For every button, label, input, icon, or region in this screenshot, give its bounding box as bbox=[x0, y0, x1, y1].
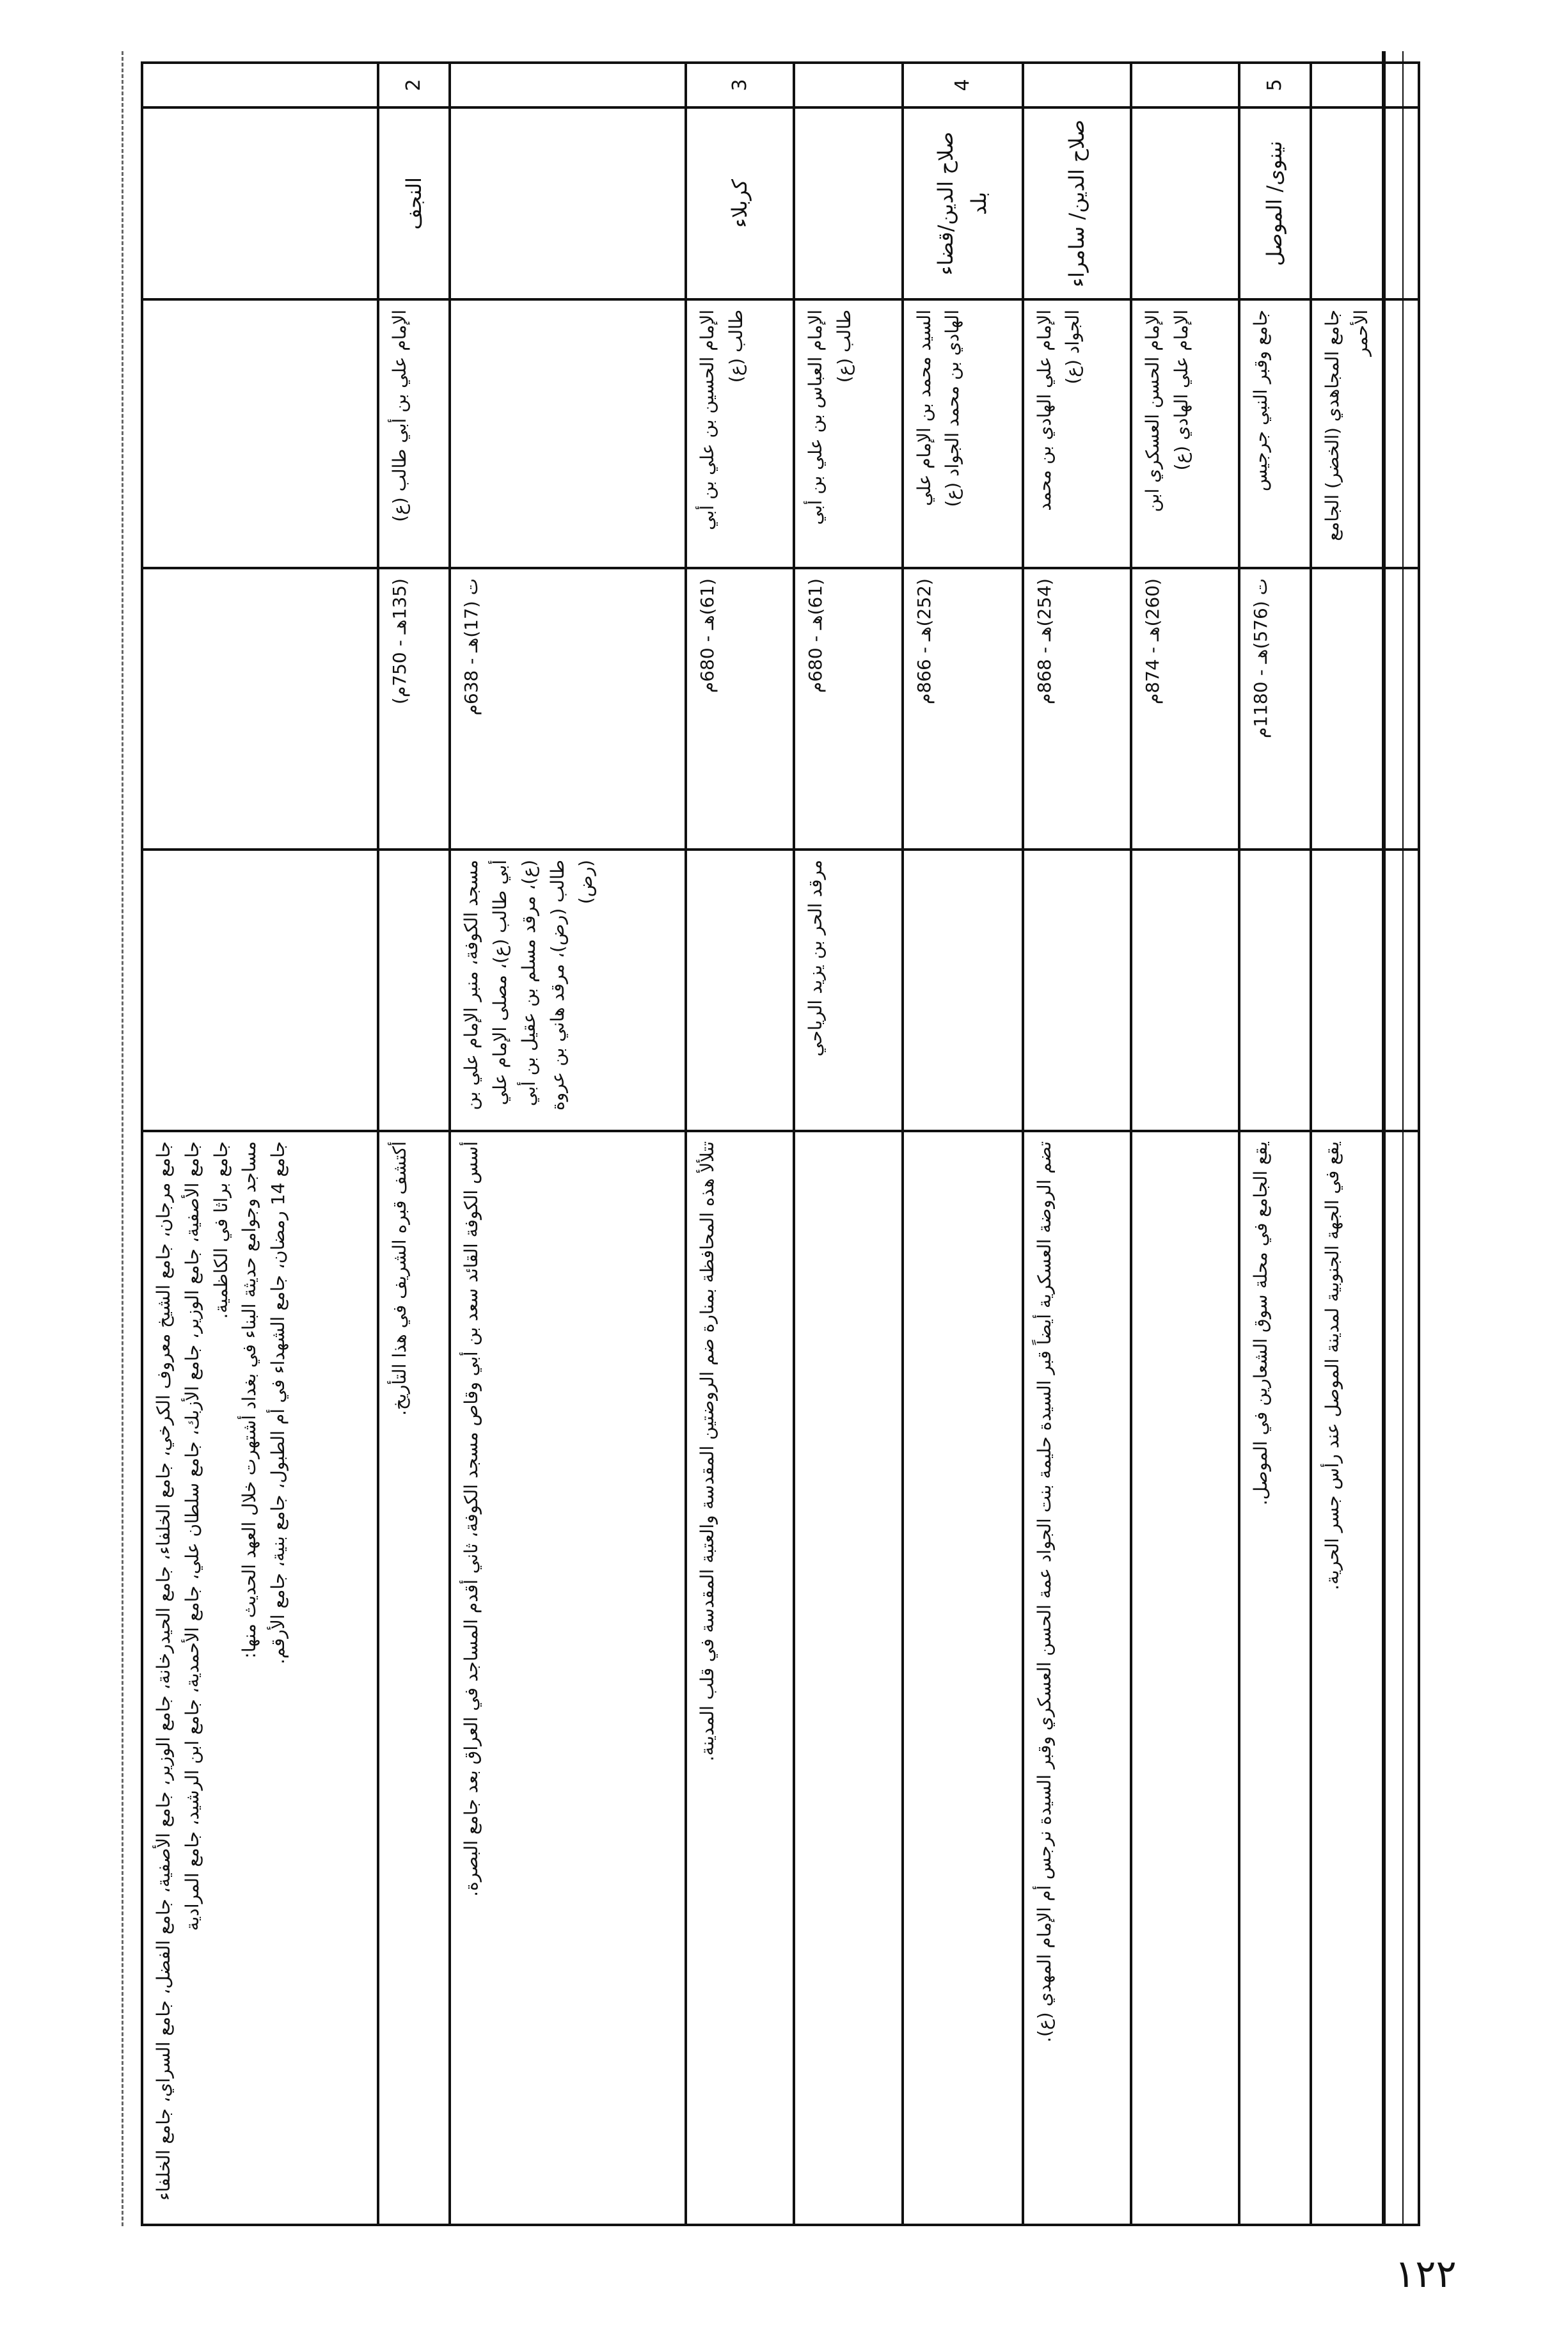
city-cell: كربلاء bbox=[686, 107, 794, 299]
date-cell: (61)هـ - 680م bbox=[686, 568, 794, 850]
other-shrines-cell bbox=[1131, 850, 1239, 1131]
notes-cell bbox=[794, 1131, 902, 2225]
table-row bbox=[1023, 63, 1131, 2225]
date-cell: ت (576)هـ - 1180م bbox=[1239, 568, 1311, 850]
table-row bbox=[1131, 63, 1239, 2225]
city-cell bbox=[1311, 107, 1419, 299]
rotated-table-wrapper bbox=[141, 64, 1420, 2226]
date-cell: (135هـ - 750م) bbox=[378, 568, 450, 850]
note-line: أكتشف قبره الشريف في هذا التأريخ. bbox=[389, 1141, 411, 1416]
city-cell bbox=[142, 107, 378, 299]
shrine-cell: الإمام الحسين بن علي بن أبي طالب (ع) bbox=[686, 299, 794, 568]
row-number-cell bbox=[1131, 63, 1239, 107]
table-row bbox=[686, 63, 794, 2225]
row-number-cell bbox=[794, 63, 902, 107]
notes-cell bbox=[1311, 1131, 1419, 2225]
date-cell: (260)هـ - 874م bbox=[1131, 568, 1239, 850]
note-line: يقع الجامع في محلة سوق الشعارين في الموصل. bbox=[1249, 1141, 1271, 1506]
shrine-cell bbox=[450, 299, 686, 568]
notes-cell bbox=[378, 1131, 450, 2225]
date-cell: ت (17)هـ - 638م bbox=[450, 568, 686, 850]
notes-cell bbox=[142, 1131, 378, 2225]
shrine-cell bbox=[142, 299, 378, 568]
city-cell: صلاح الدين/ سامراء bbox=[1023, 107, 1131, 299]
row-number-cell bbox=[142, 63, 378, 107]
shrine-cell: الإمام الحسن العسكري ابن الإمام علي الهادي (ع) bbox=[1131, 299, 1239, 568]
note-line: تضم الروضة العسكرية أيضاً قبر السيدة حليمة بنت الجواد عمة الحسن العسكري وقبر السيدة نرجس أم الإمام المهدي (ع). bbox=[1033, 1141, 1055, 2043]
date-cell: (252)هـ - 866م bbox=[903, 568, 1023, 850]
table-row bbox=[1311, 63, 1419, 2225]
row-number-cell bbox=[1023, 63, 1131, 107]
other-shrines-cell bbox=[686, 850, 794, 1131]
notes-cell bbox=[450, 1131, 686, 2225]
city-cell: صلاح الدين/قضاء بلد bbox=[903, 107, 1023, 299]
other-shrines-cell bbox=[142, 850, 378, 1131]
shrine-cell: جامع وقبر النبي جرجيس bbox=[1239, 299, 1311, 568]
city-cell bbox=[450, 107, 686, 299]
note-line: جامع مرجان، جامع الشيخ معروف الكرخي، جامع الخلفاء، جامع الحيدرخانة، جامع الوزير، جامع الأصفية، جامع الفضل، جامع السراي، جامع الخلفاء bbox=[153, 1141, 174, 2201]
table-row bbox=[794, 63, 902, 2225]
page-number: ١٢٢ bbox=[1395, 2252, 1457, 2297]
shrine-cell: الإمام علي بن أبي طالب (ع) bbox=[378, 299, 450, 568]
note-line: مساجد وجوامع حديثة البناء في بغداد أشتهرت خلال العهد الحديث منها: bbox=[239, 1141, 260, 1659]
other-shrines-cell bbox=[1311, 850, 1419, 1131]
row-number-cell: 2 bbox=[378, 63, 450, 107]
shrines-table bbox=[141, 61, 1420, 2226]
other-shrines-cell: مرقد الحر بن يزيد الرياحي bbox=[794, 850, 902, 1131]
city-cell: النجف bbox=[378, 107, 450, 299]
table-row bbox=[1239, 63, 1311, 2225]
date-cell: (254)هـ - 868م bbox=[1023, 568, 1131, 850]
table-row bbox=[142, 63, 378, 2225]
city-cell: نينوى/ الموصل bbox=[1239, 107, 1311, 299]
row-number-cell bbox=[450, 63, 686, 107]
table-row bbox=[450, 63, 686, 2225]
other-shrines-cell bbox=[1239, 850, 1311, 1131]
table-row bbox=[903, 63, 1023, 2225]
shrine-cell: جامع المجاهدي (الخضر) الجامع الأحمر bbox=[1311, 299, 1419, 568]
shrine-cell: الإمام علي الهادي بن محمد الجواد (ع) bbox=[1023, 299, 1131, 568]
notes-cell bbox=[1239, 1131, 1311, 2225]
row-number-cell: 3 bbox=[686, 63, 794, 107]
note-line: يقع في الجهة الجنوبية لمدينة الموصل عند رأس جسر الحرية. bbox=[1321, 1141, 1343, 1590]
notes-cell bbox=[903, 1131, 1023, 2225]
note-line: أسس الكوفة القائد سعد بن أبي وقاص مسجد الكوفة، ثاني أقدم المساجد في العراق بعد جامع البصرة. bbox=[461, 1141, 482, 1897]
note-line: تتلألأ هذه المحافظة بمنارة ضم الروضتين المقدسة والعتبة المقدسة في قلب المدينة. bbox=[697, 1141, 718, 1762]
city-cell bbox=[1131, 107, 1239, 299]
note-line: جامع براثا في الكاظمية. bbox=[210, 1141, 232, 1319]
scan-edge-dashes bbox=[122, 51, 135, 2226]
date-cell bbox=[142, 568, 378, 850]
date-cell bbox=[1311, 568, 1419, 850]
other-shrines-cell bbox=[378, 850, 450, 1131]
notes-cell bbox=[1131, 1131, 1239, 2225]
note-line: جامع الأصفية، جامع الوزير، جامع الأزبك، جامع سلطان علي، جامع الأحمدية، جامع ابن الرشيد، جامع المرادية bbox=[181, 1141, 203, 1931]
row-number-cell bbox=[1311, 63, 1419, 107]
shrine-cell: الإمام العباس بن علي بن أبي طالب (ع) bbox=[794, 299, 902, 568]
city-cell bbox=[794, 107, 902, 299]
other-shrines-cell bbox=[903, 850, 1023, 1131]
other-shrines-cell: مسجد الكوفة، منبر الإمام علي بن أبي طالب (ع)، مصلى الإمام علي (ع)، مرقد مسلم بن عقيل بن أبي طالب (رض)، مرقد هاني بن عروة (رض) bbox=[450, 850, 686, 1131]
other-shrines-cell bbox=[1023, 850, 1131, 1131]
row-number-cell: 4 bbox=[903, 63, 1023, 107]
shrine-cell: السيد محمد بن الإمام علي الهادي بن محمد الجواد (ع) bbox=[903, 299, 1023, 568]
table-row bbox=[378, 63, 450, 2225]
notes-cell bbox=[1023, 1131, 1131, 2225]
note-line: جامع 14 رمضان، جامع الشهداء في أم الطبول، جامع بنية، جامع الأرقم. bbox=[267, 1141, 289, 1665]
row-number-cell: 5 bbox=[1239, 63, 1311, 107]
notes-cell bbox=[686, 1131, 794, 2225]
date-cell: (61)هـ - 680م bbox=[794, 568, 902, 850]
